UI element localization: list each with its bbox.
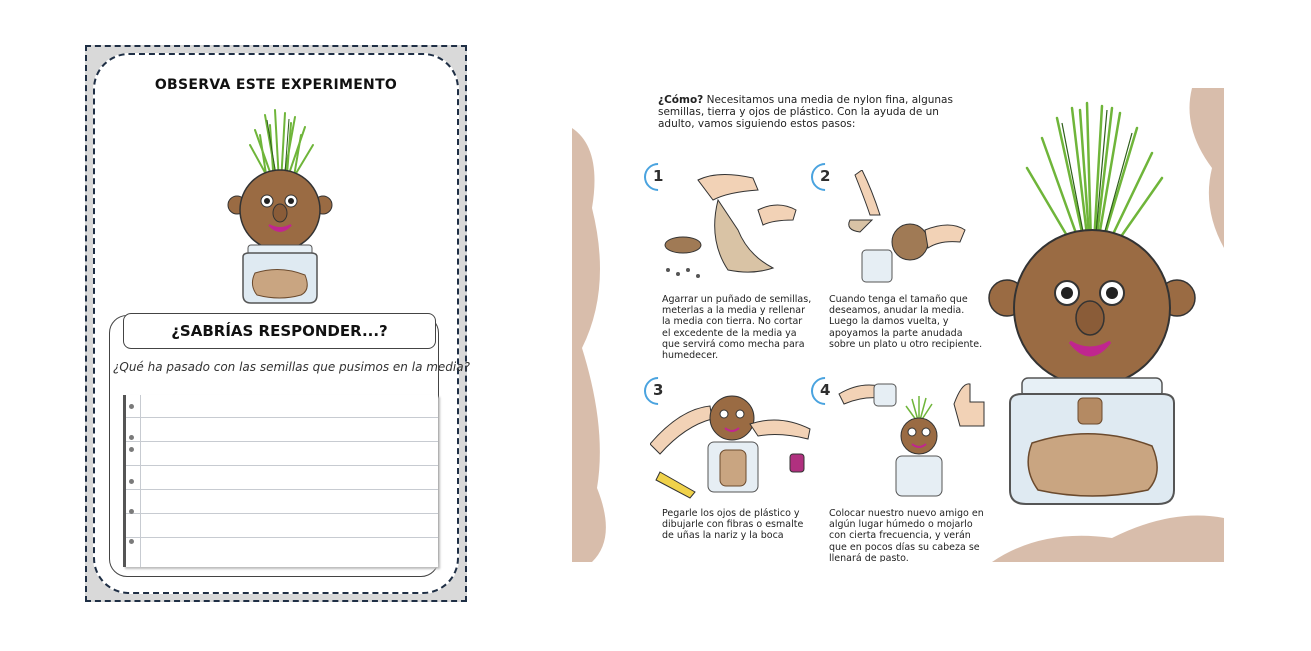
- answer-line: [126, 537, 438, 538]
- binder-hole: [129, 479, 134, 484]
- step-1-number: 1: [648, 166, 668, 186]
- step-4-number: 4: [815, 380, 835, 400]
- step-1-illustration: [658, 170, 798, 280]
- intro-text: [658, 94, 968, 130]
- grass-head-illustration: [225, 105, 335, 305]
- intro-body: Necesitamos una media de nylon fina, algunas semillas, tierra y ojos de plástico. Con la ayuda de un adulto, vamos siguiendo estos pasos:: [658, 94, 953, 130]
- paper-margin: [140, 395, 141, 567]
- step-2-illustration: [840, 170, 970, 285]
- binder-hole: [129, 447, 134, 452]
- step-3-number: 3: [648, 380, 668, 400]
- answer-line: [126, 489, 438, 490]
- binder-hole: [129, 435, 134, 440]
- answer-line: [126, 465, 438, 466]
- binder-hole: [129, 509, 134, 514]
- binder-hole: [129, 404, 134, 409]
- step-1-text: Agarrar un puñado de semillas, meterlas a la media y rellenar la media con tierra. No cortar el excedente de la media ya que servirá como mecha para humedecer.: [662, 294, 812, 362]
- worksheet-card: [85, 45, 470, 602]
- worksheet-inner-frame: [93, 53, 470, 594]
- intro-bold: ¿Cómo?: [658, 94, 704, 106]
- final-grass-head-illustration: [982, 98, 1202, 508]
- step-2-number: 2: [815, 166, 835, 186]
- question-text: ¿Qué ha pasado con las semillas que pusimos en la media?: [113, 360, 470, 374]
- answer-line: [126, 513, 438, 514]
- notebook-answer-lines[interactable]: [123, 395, 438, 567]
- step-3-illustration: [650, 384, 820, 502]
- question-banner: ¿SABRÍAS RESPONDER...?: [123, 313, 436, 349]
- worksheet-title: OBSERVA ESTE EXPERIMENTO: [154, 77, 398, 93]
- binder-hole: [129, 539, 134, 544]
- answer-line: [126, 441, 438, 442]
- step-4-text: Colocar nuestro nuevo amigo en algún lugar húmedo o mojarlo con cierta frecuencia, y verán que en pocos días su cabeza se llenará de pasto.: [829, 508, 984, 562]
- step-3-text: Pegarle los ojos de plástico y dibujarle con fibras o esmalte de uñas la nariz y la boca: [662, 508, 804, 542]
- step-4-illustration: [834, 374, 994, 504]
- instructions-panel: [572, 88, 1224, 562]
- answer-line: [126, 417, 438, 418]
- step-2-text: Cuando tenga el tamaño que deseamos, anudar la media. Luego la damos vuelta, y apoyamos la parte anudada sobre un plato u otro recipiente.: [829, 294, 983, 350]
